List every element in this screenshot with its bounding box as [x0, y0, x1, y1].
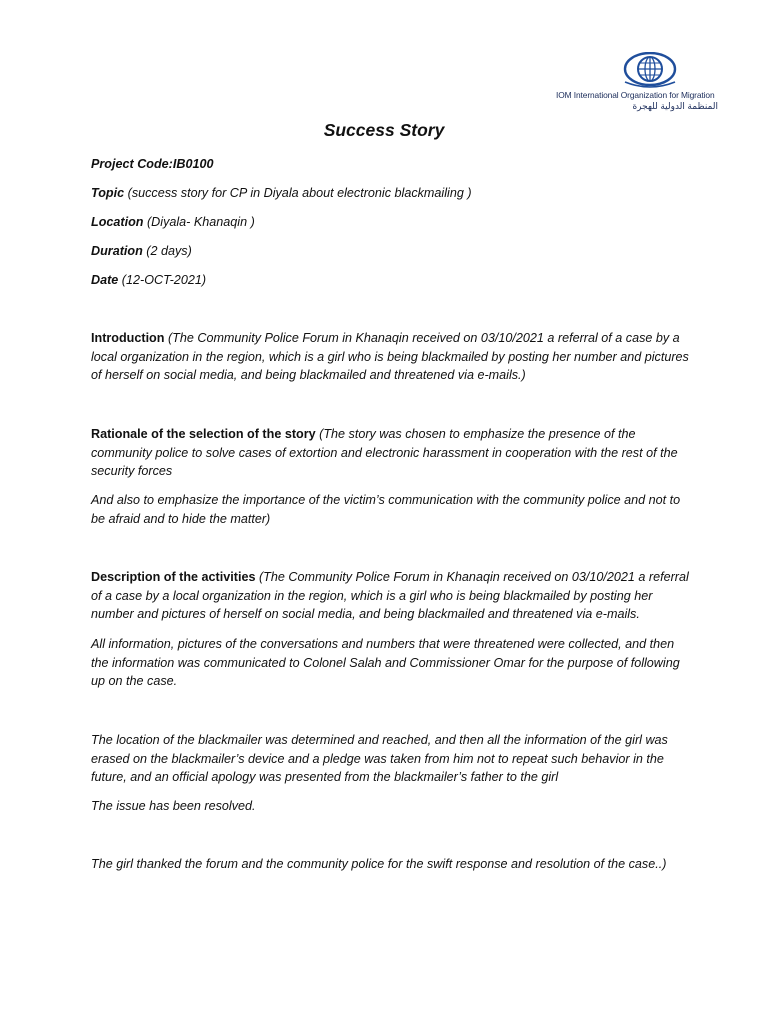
rationale-paragraph-2: [91, 491, 691, 528]
topic-line: [91, 184, 691, 203]
logo-arabic-text: المنظمة الدولية للهجرة: [632, 101, 718, 111]
description-paragraph-5: [91, 855, 691, 874]
introduction-label: Introduction: [91, 331, 165, 345]
rationale-text: (The story was chosen to emphasize the presence of the community police to solve cases of extortion and electronic harassment in cooperation with the rest of the security forces: [91, 427, 678, 479]
topic-value: (success story for CP in Diyala about electronic blackmailing ): [124, 186, 472, 200]
rationale-label: Rationale of the selection of the story: [91, 427, 316, 441]
introduction-text: (The Community Police Forum in Khanaqin received on 03/10/2021 a referral of a case by a local organization in the region, which is a girl who is being blackmailed by posting her number and pictures of herself on social media, and being blackmailed and threatened via e-mails.): [91, 331, 689, 383]
topic-label: Topic: [91, 186, 125, 200]
description-text-5: The girl thanked the forum and the community police for the swift response and resolution of the case..): [91, 857, 667, 871]
description-text: (The Community Police Forum in Khanaqin received on 03/10/2021 a referral of a case by a local organization in the region, which is a girl who is being blackmailed by posting her number and pictures of herself on social media, and being blackmailed and threatened via e-mails.: [91, 570, 689, 622]
date-label: Date: [91, 273, 119, 287]
iom-logo: [556, 52, 746, 116]
document-title: Success Story: [323, 120, 445, 140]
location-line: [91, 213, 691, 232]
location-label: Location: [91, 215, 144, 229]
date-line: [91, 271, 691, 290]
date-value: (12-OCT-2021): [118, 273, 207, 287]
rationale-paragraph: [91, 425, 691, 481]
description-paragraph-2: [91, 635, 691, 691]
duration-label: Duration: [91, 244, 143, 258]
description-text-2: All information, pictures of the conversations and numbers that were threatened were collected, and then the information was communicated to Colonel Salah and Commissioner Omar for the purpose of following up on the case.: [91, 637, 680, 689]
description-paragraph: [91, 568, 691, 624]
iom-globe-icon: [622, 52, 678, 88]
description-label: Description of the activities: [91, 570, 256, 584]
description-text-3: The location of the blackmailer was determined and reached, and then all the information of the girl was erased on the blackmailer’s device and a pledge was taken from him not to repeat such behavior in the future, and an official apology was presented from the blackmailer’s father to the girl: [91, 733, 668, 785]
introduction-paragraph: [91, 329, 691, 385]
duration-line: [91, 242, 691, 261]
description-text-4: The issue has been resolved.: [91, 799, 256, 813]
logo-english-text: IOM International Organization for Migration: [556, 90, 715, 100]
project-code-line: [91, 155, 691, 174]
location-value: (Diyala- Khanaqin ): [143, 215, 255, 229]
project-code: Project Code:IB0100: [91, 157, 214, 171]
duration-value: (2 days): [142, 244, 192, 258]
description-paragraph-3: [91, 731, 691, 787]
rationale-text-2: And also to emphasize the importance of the victim’s communication with the community police and not to be afraid and to hide the matter): [91, 493, 681, 526]
description-paragraph-4: [91, 797, 691, 816]
